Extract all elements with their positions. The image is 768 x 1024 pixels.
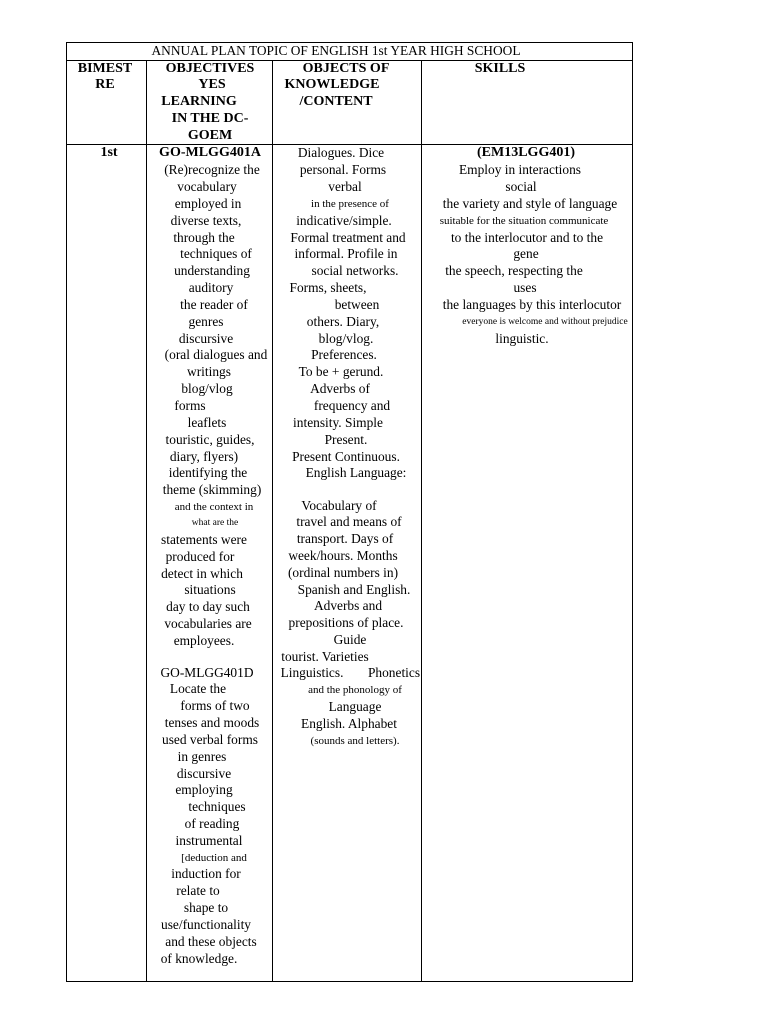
content-line: frequency and: [313, 398, 391, 413]
objectives-line: detect in which: [161, 566, 243, 581]
content-line: in the presence of: [311, 198, 389, 210]
skills-line: social: [505, 179, 537, 194]
objectives-line: tenses and moods: [164, 715, 260, 730]
skills-line: the variety and style of language: [442, 196, 618, 211]
content-line: (sounds and letters).: [310, 735, 400, 747]
skills-line: everyone is welcome and without prejudice: [462, 317, 628, 327]
objectives-line: employing: [175, 782, 233, 797]
skills-line: gene: [513, 246, 539, 261]
header-bimester-line: BIMEST: [77, 61, 133, 76]
content-line: social networks.: [311, 263, 399, 278]
content-line: personal. Forms: [299, 162, 387, 177]
content-line: week/hours. Months: [288, 548, 398, 563]
bimester-value: 1st: [100, 145, 118, 160]
skills-line: uses: [513, 280, 537, 295]
objectives-line: vocabulary: [177, 179, 237, 194]
header-objects-line: OBJECTS OF: [302, 61, 390, 76]
objectives-line: [deduction and: [181, 852, 247, 864]
content-line: verbal: [328, 179, 362, 194]
objectives-line: discursive: [176, 766, 232, 781]
objectives-line: writings: [187, 364, 231, 379]
content-line: Guide: [333, 632, 367, 647]
objectives-line: used verbal forms: [162, 732, 258, 747]
objectives-line: produced for: [165, 549, 235, 564]
header-bimester-line: RE: [95, 77, 115, 92]
content-line: Vocabulary of: [301, 498, 377, 513]
header-skills-line: SKILLS: [474, 61, 526, 76]
content-line: English Language:: [305, 465, 407, 480]
objectives-line: through the: [173, 230, 235, 245]
header-objects-line: KNOWLEDGE: [284, 77, 380, 92]
skills-line: the languages by this interlocutor: [442, 297, 622, 312]
objectives-line: blog/vlog: [181, 381, 233, 396]
objectives-line: the reader of: [180, 297, 248, 312]
objectives-line: shape to: [183, 900, 229, 915]
content-line: travel and means of: [296, 514, 402, 529]
objectives-line: understanding: [174, 263, 250, 278]
content-line: Adverbs and: [313, 598, 383, 613]
objectives-line: what are the: [191, 518, 239, 528]
header-objectives-line: YES: [198, 77, 226, 92]
objectives-line: touristic, guides,: [165, 432, 255, 447]
objectives-line: theme (skimming): [162, 482, 262, 497]
objectives-line: identifying the: [168, 465, 248, 480]
objectives-line: induction for: [171, 866, 241, 881]
objectives-line: situations: [184, 582, 236, 597]
objectives-line: (oral dialogues and: [164, 347, 268, 362]
objectives-line: discursive: [178, 331, 234, 346]
content-line: blog/vlog.: [318, 331, 374, 346]
objectives-line: forms: [174, 398, 206, 413]
content-line: Preferences.: [311, 347, 377, 362]
skills-line: suitable for the situation communicate: [439, 215, 609, 227]
table-title: ANNUAL PLAN TOPIC OF ENGLISH 1st YEAR HIGH SCHOOL: [151, 43, 521, 58]
content-line: Forms, sheets,: [289, 280, 367, 295]
skills-line: Employ in interactions: [459, 162, 581, 177]
skills-line: (EM13LGG401): [477, 145, 575, 160]
content-line: Present.: [324, 432, 368, 447]
objectives-line: statements were: [161, 532, 247, 547]
content-line: Phonetics: [367, 665, 421, 680]
content-line: Dialogues. Dice: [297, 145, 385, 160]
skills-line: linguistic.: [495, 331, 549, 346]
objectives-line: genres: [188, 314, 224, 329]
objectives-line: and these objects: [165, 934, 257, 949]
header-objectives-line: IN THE DC-: [171, 111, 249, 126]
skills-line: to the interlocutor and to the: [450, 230, 604, 245]
content-line: (ordinal numbers in): [287, 565, 399, 580]
content-line: and the phonology of: [308, 684, 402, 696]
header-objectives-line: OBJECTIVES: [165, 61, 255, 76]
table-right-border: [632, 42, 633, 982]
col-divider-1: [146, 60, 147, 982]
objectives-line: of knowledge.: [160, 951, 238, 966]
objectives-line: instrumental: [175, 833, 243, 848]
content-line: intensity. Simple: [293, 415, 383, 430]
objectives-line: leaflets: [187, 415, 227, 430]
content-line: Spanish and English.: [297, 582, 411, 597]
content-line: Formal treatment and: [290, 230, 406, 245]
objectives-line: vocabularies are: [164, 616, 252, 631]
table-bottom-border: [66, 981, 633, 982]
objectives-line: (Re)recognize the: [164, 162, 260, 177]
header-objectives-line: LEARNING: [161, 94, 237, 109]
objectives-line: GO-MLGG401D: [160, 665, 254, 680]
col-divider-2: [272, 60, 273, 982]
header-objects-line: /CONTENT: [299, 94, 373, 109]
content-line: transport. Days of: [296, 531, 394, 546]
content-line: English. Alphabet: [301, 716, 397, 731]
header-objectives-line: GOEM: [187, 128, 233, 143]
content-line: Adverbs of: [310, 381, 370, 396]
content-line: prepositions of place.: [288, 615, 404, 630]
objectives-line: Locate the: [169, 681, 227, 696]
objectives-line: auditory: [188, 280, 234, 295]
content-line: Language: [328, 699, 382, 714]
objectives-line: use/functionality: [161, 917, 251, 932]
objectives-line: relate to: [176, 883, 220, 898]
content-line: others. Diary,: [306, 314, 380, 329]
objectives-line: GO-MLGG401A: [159, 145, 261, 160]
objectives-line: day to day such: [166, 599, 250, 614]
objectives-line: diverse texts,: [170, 213, 242, 228]
content-line: between: [334, 297, 380, 312]
skills-line: the speech, respecting the: [445, 263, 583, 278]
objectives-line: in genres: [177, 749, 227, 764]
objectives-line: techniques of: [180, 246, 252, 261]
content-line: indicative/simple.: [296, 213, 392, 228]
content-line: tourist. Varieties: [281, 649, 369, 664]
objectives-line: forms of two: [180, 698, 250, 713]
col-divider-3: [421, 60, 422, 982]
content-line: Present Continuous.: [292, 449, 400, 464]
objectives-line: employees.: [173, 633, 235, 648]
table-left-border: [66, 42, 67, 982]
content-line: informal. Profile in: [294, 246, 398, 261]
content-line: Linguistics.: [280, 665, 344, 680]
content-line: To be + gerund.: [298, 364, 384, 379]
objectives-line: and the context in: [174, 501, 254, 513]
objectives-line: diary, flyers): [169, 449, 239, 464]
objectives-line: techniques: [188, 799, 246, 814]
objectives-line: employed in: [174, 196, 242, 211]
objectives-line: of reading: [184, 816, 240, 831]
